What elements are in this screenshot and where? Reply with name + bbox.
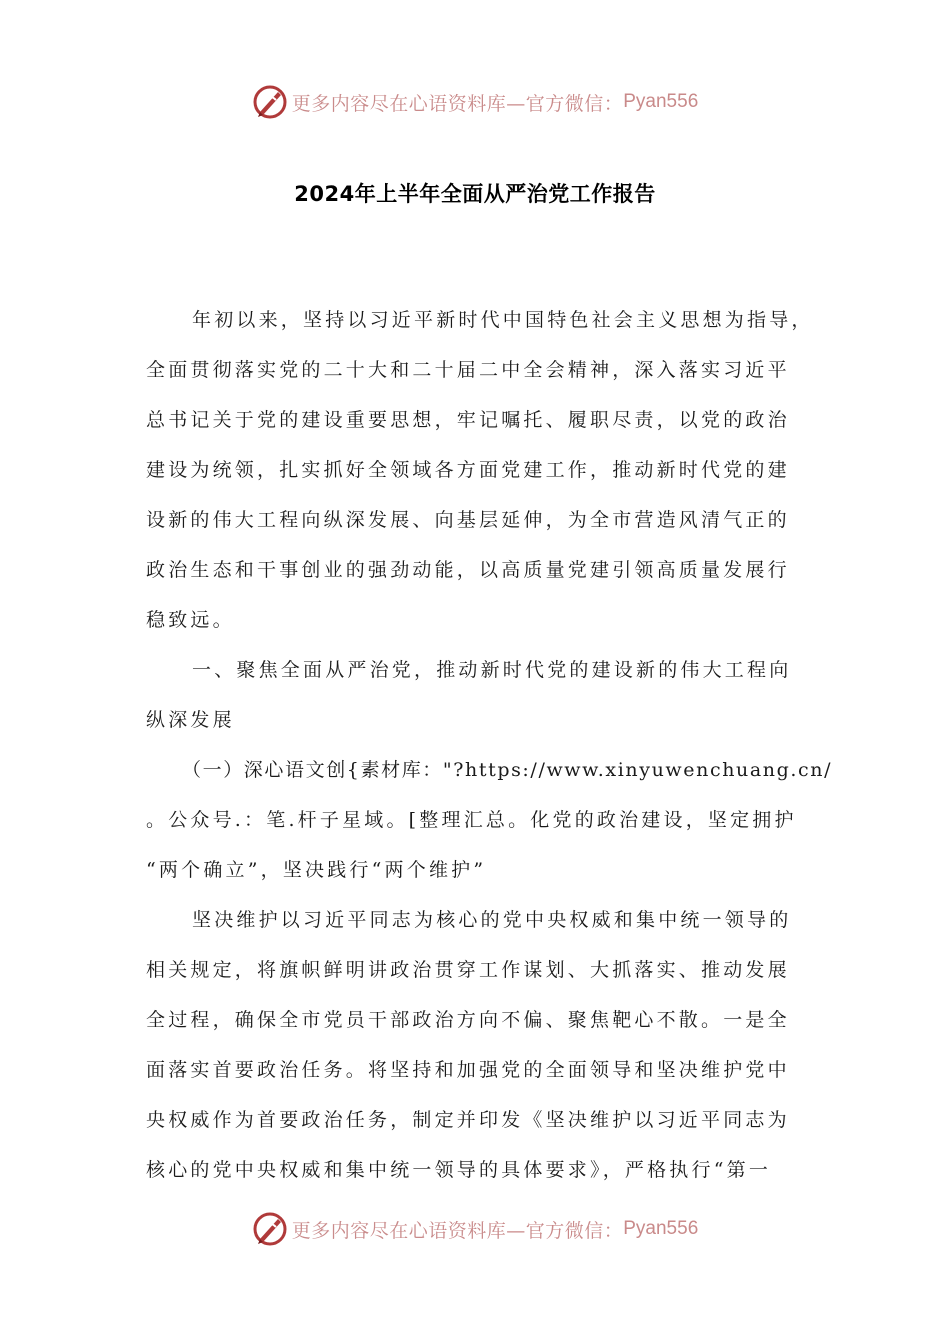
subsection-heading-line: （一）深心语文创{素材库："?https://www.xinyuwenchuang.cn/: [182, 759, 833, 781]
paragraph-line: 坚决维护以习近平同志为核心的党中央权威和集中统一领导的: [192, 909, 792, 931]
watermark-text: 更多内容尽在心语资料库—官方微信：: [291, 92, 624, 115]
paragraph-line: 稳致远。: [146, 609, 235, 631]
paragraph-line: 年初以来，坚持以习近平新时代中国特色社会主义思想为指导，: [192, 309, 814, 331]
paragraph-line: 央权威作为首要政治任务，制定并印发《坚决维护以习近平同志为: [146, 1109, 790, 1131]
footer-watermark: [0, 1209, 950, 1249]
paragraph-line: 政治生态和干事创业的强劲动能，以高质量党建引领高质量发展行: [146, 559, 790, 581]
paragraph-line: 面落实首要政治任务。将坚持和加强党的全面领导和坚决维护党中: [146, 1059, 790, 1081]
paragraph-line: 核心的党中央权威和集中统一领导的具体要求》，严格执行“第一: [146, 1159, 772, 1181]
paragraph-line: 建设为统领，扎实抓好全领域各方面党建工作，推动新时代党的建: [146, 459, 790, 481]
pen-logo-icon: [252, 84, 288, 120]
paragraph-line: 设新的伟大工程向纵深发展、向基层延伸，为全市营造风清气正的: [146, 509, 790, 531]
subsection-heading-line: “两个确立”，坚决践行“两个维护”: [146, 859, 487, 881]
watermark-wechat-id: Pyan556: [623, 91, 699, 112]
paragraph-line: 全过程，确保全市党员干部政治方向不偏、聚焦靶心不散。一是全: [146, 1009, 790, 1031]
paragraph-line: 相关规定，将旗帜鲜明讲政治贯穿工作谋划、大抓落实、推动发展: [146, 959, 790, 981]
document-title: 2024年上半年全面从严治党工作报告: [294, 182, 656, 206]
watermark-wechat-id: Pyan556: [623, 1218, 699, 1239]
section-heading-line: 一、聚焦全面从严治党，推动新时代党的建设新的伟大工程向: [192, 659, 792, 681]
paragraph-line: 全面贯彻落实党的二十大和二十届二中全会精神，深入落实习近平: [146, 359, 790, 381]
watermark-text: 更多内容尽在心语资料库—官方微信：: [291, 1219, 624, 1242]
pen-logo-icon: [252, 1211, 288, 1247]
paragraph-line: 总书记关于党的建设重要思想，牢记嘱托、履职尽责，以党的政治: [146, 409, 790, 431]
header-watermark: [0, 82, 950, 122]
subsection-heading-line: 。公众号.：笔.杆子星域。[整理汇总。化党的政治建设，坚定拥护: [146, 809, 797, 831]
section-heading-line: 纵深发展: [146, 709, 235, 731]
